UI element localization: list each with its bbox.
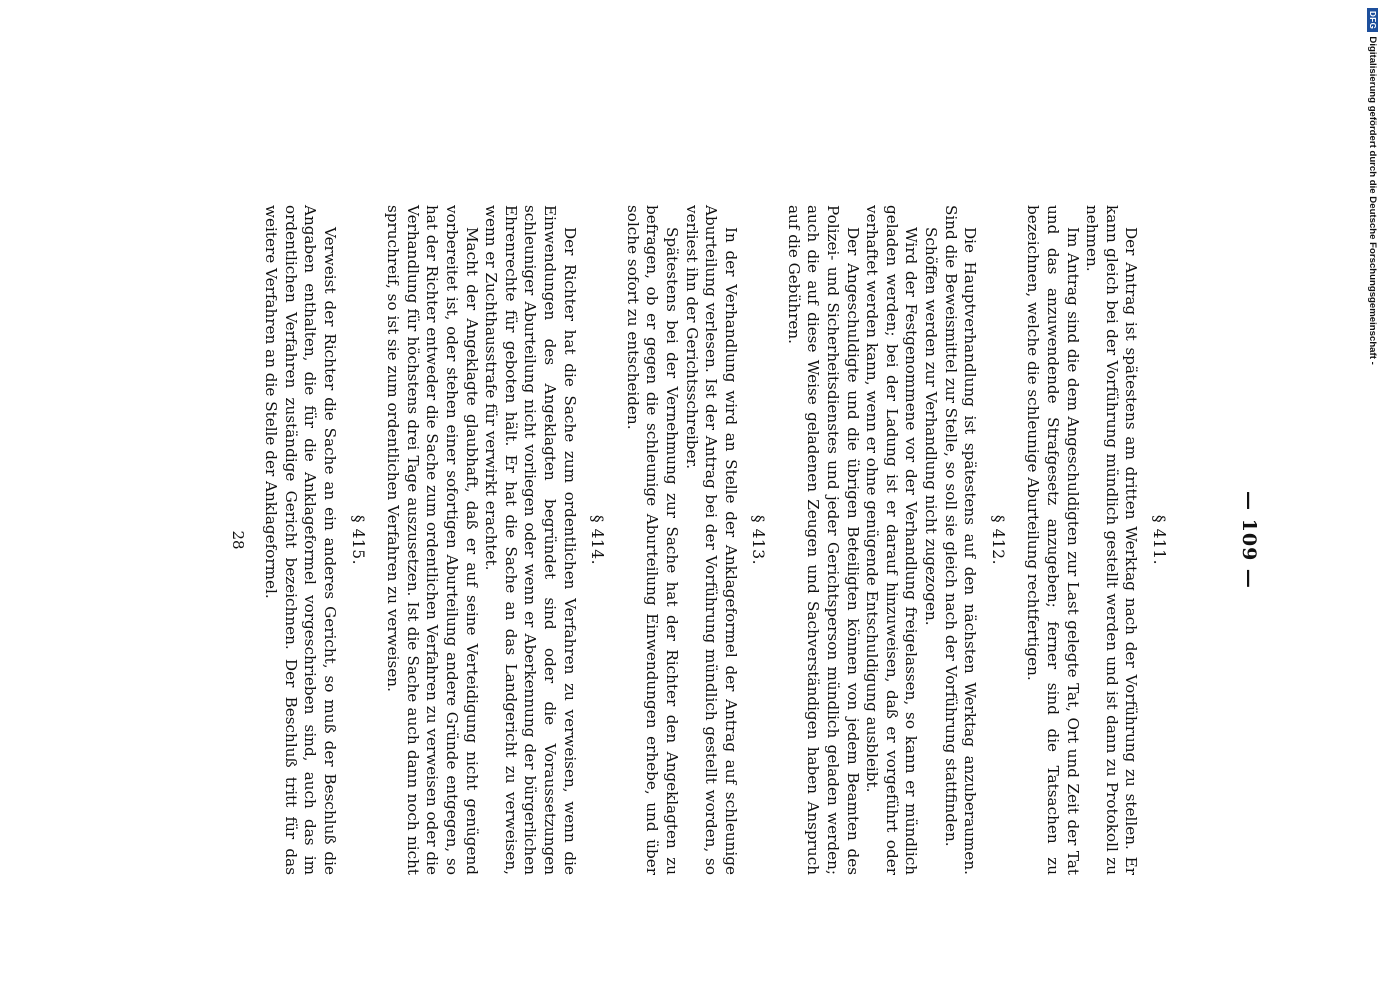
dfg-logo-icon: DFG	[1368, 8, 1379, 32]
paragraph: Der Antrag ist spätestens am dritten Werktag nach der Vorführung zu stellen. Er kann gleich bei der Vorführung mündlich gestellt werden und ist dann zu Protokoll zu nehmen.	[1083, 205, 1141, 875]
section	[783, 205, 1007, 875]
section-title: § 412.	[988, 514, 1007, 566]
section-title: § 414.	[588, 514, 607, 566]
paragraph: Schöffen werden zur Verhandlung nicht zugezogen.	[922, 227, 941, 626]
section	[261, 205, 367, 875]
digitization-stamp	[1366, 8, 1380, 398]
paragraph: Im Antrag sind die dem Angeschuldigten zur Last gelegte Tat, Ort und Zeit der Tat und das anzuwendende Strafgesetz anzugeben; ferner sind die Tatsachen zu bezeichnen, welche die schleunige Aburteilung rechtfertigen.	[1024, 205, 1082, 875]
page-header: — 109 —	[1238, 491, 1260, 589]
rotated-page	[160, 205, 1260, 875]
section-title: § 415.	[348, 514, 367, 566]
section-title: § 411.	[1150, 514, 1168, 566]
stamp-text: Digitalisierung gefördert durch die Deutsche Forschungsgemeinschaft -	[1367, 36, 1379, 365]
section	[383, 205, 607, 875]
paragraph: Der Angeschuldigte und die übrigen Beteiligten können von jedem Beamten des Polizei- und Sicherheitsdienstes und jeder Gerichtsperson mündlich geladen werden; auch die auf diese Weise geladenen Zeugen und Sachverständigen haben Anspruch auf die Gebühren.	[784, 205, 862, 875]
paragraph: Spätestens bei der Vernehmung zur Sache hat der Richter den Angeklagten zu befragen, ob er gegen die schleunige Aburteilung Einwendungen erhebe, und über solche sofort zu entscheiden.	[623, 205, 681, 875]
paragraph: Macht der Angeklagte glaubhaft, daß er auf seine Verteidigung nicht genügend vorbereitet ist, oder stehen einer sofortigen Aburteilung andere Gründe entgegen, so hat der Richter entweder die Sache zum ordentlichen Verfahren zu verweisen oder die Verhandlung für höchstens drei Tage auszusetzen. Ist die Sache auch dann noch nicht spruchreif, so ist sie zum ordentlichen Verfahren zu verweisen.	[384, 205, 481, 875]
sheet-number: 28	[229, 530, 247, 550]
paragraph: Die Hauptverhandlung ist spätestens auf den nächsten Werktag anzuberaumen. Sind die Beweismittel zur Stelle, so soll sie gleich nach der Vorführung stattfinden.	[941, 205, 980, 875]
section	[622, 205, 767, 875]
paragraph: In der Verhandlung wird an Stelle der Anklageformel der Antrag auf schleunige Aburteilung verlesen. Ist der Antrag bei der Vorführung mündlich gestellt worden, so verliest ihn der Gerichtsschreiber.	[682, 205, 740, 875]
page-body	[261, 205, 1168, 875]
paragraph: Der Richter hat die Sache zum ordentlichen Verfahren zu verweisen, wenn die Einwendungen des Angeklagten begründet sind oder die Voraussetzungen schleuniger Aburteilung nicht vorliegen oder wenn er Aberkennung der bürgerlichen Ehrenrechte für geboten hält. Er hat die Sache an das Landgericht zu verweisen, wenn er Zuchthausstrafe für verwirkt erachtet.	[482, 205, 579, 875]
section-title: § 413.	[749, 514, 768, 566]
paragraph: Verweist der Richter die Sache an ein anderes Gericht, so muß der Beschluß die Angaben enthalten, die für die Anklageformel vorgeschrieben sind, auch das im ordentlichen Verfahren zuständige Gericht bezeichnen. Der Beschluß tritt für das weitere Verfahren an die Stelle der Anklageformel.	[262, 205, 340, 875]
section	[1023, 205, 1168, 875]
paragraph: Wird der Festgenommene vor der Verhandlung freigelassen, so kann er mündlich geladen werden; bei der Ladung ist er darauf hinzuweisen, daß er vorgeführt oder verhaftet werden kann, wenn er ohne genügende Entschuldigung ausbleibt.	[863, 205, 921, 875]
